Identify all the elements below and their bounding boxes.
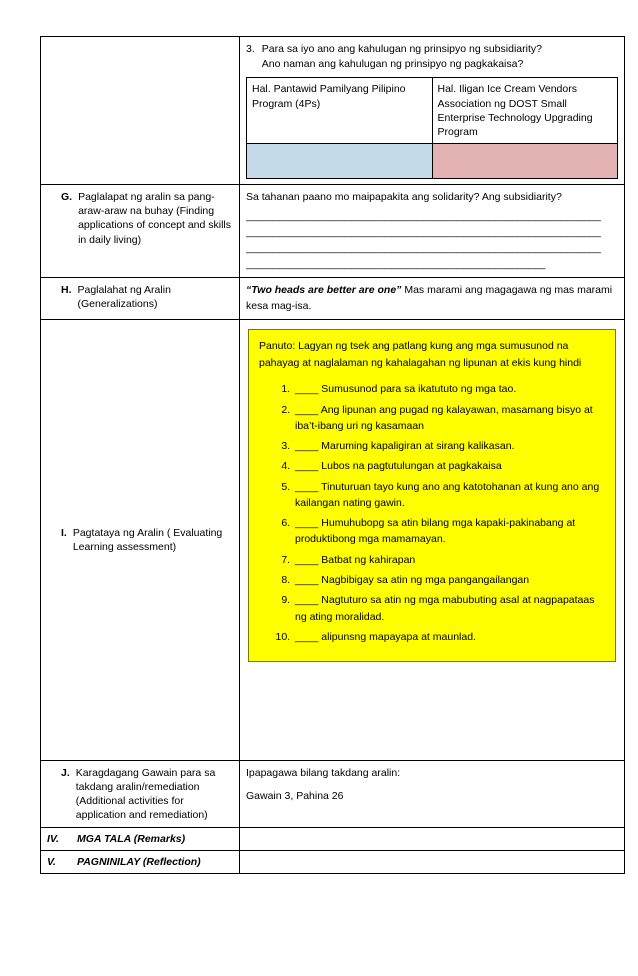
rule-line-2: ________________________________________________________________ <box>246 226 601 239</box>
row-iv-label-cell <box>41 828 240 851</box>
list-item: 9. ____ Nagtuturo sa atin ng mga mabubuting asal at nagpapataas ng ating moralidad. <box>293 592 605 625</box>
row-g-answer-lines <box>246 209 618 272</box>
table-row-j <box>41 760 625 828</box>
row-iv-body-cell <box>240 828 625 851</box>
question-line-2: Ano naman ang kahulugan ng prinsipyo ng pagkakaisa? <box>261 57 524 70</box>
row-g-label-cell <box>41 185 240 278</box>
rule-line-4: ______________________________________________________ <box>246 257 546 270</box>
list-item: 1. ____ Sumusunod para sa ikatututo ng mga tao. <box>293 381 605 397</box>
row-j-label: Karagdagang Gawain para sa takdang aralin/remediation (Additional activities for application and remediation) <box>75 766 216 822</box>
rule-line-3: ________________________________________________________________ <box>246 241 601 254</box>
table-row-v <box>41 851 625 874</box>
lesson-plan-table <box>40 36 625 874</box>
row-i-label: Pagtataya ng Aralin ( Evaluating Learning assessment) <box>72 526 223 553</box>
list-item: 10. ____ alipunsng mapayapa at maunlad. <box>293 629 605 645</box>
list-item: 3. ____ Maruming kapaligiran at sirang kalikasan. <box>293 438 605 454</box>
examples-table <box>246 77 618 179</box>
row-h-rest: Mas marami ang magagawa ng mas marami kesa mag-isa. <box>246 284 613 312</box>
row-i-body-cell <box>240 319 625 760</box>
row-iv-label: MGA TALA (Remarks) <box>77 833 186 846</box>
list-item: 4. ____ Lubos na pagtutulungan at pagkakaisa <box>293 458 605 474</box>
example-right-text: Hal. Iligan Ice Cream Vendors Association ng DOST Small Enterprise Technology Upgrading Program <box>432 78 618 144</box>
row-i-label-cell <box>41 319 240 760</box>
row-j-body-cell <box>240 760 625 828</box>
list-item: 5. ____ Tinuturuan tayo kung ano ang katotohanan at kung ano ang kailangan nating gawin. <box>293 479 605 512</box>
row-i-letter: I. <box>61 526 67 539</box>
row-h-quote: “Two heads are better are one” <box>246 284 402 297</box>
row-g-body-cell <box>240 185 625 278</box>
list-item: 7. ____ Batbat ng kahirapan <box>293 552 605 568</box>
assessment-box <box>248 329 616 662</box>
list-item: 8. ____ Nagbibigay sa atin ng mga pangangailangan <box>293 572 605 588</box>
example-left-text: Hal. Pantawid Pamilyang Pilipino Program (4Ps) <box>247 78 433 144</box>
question-number: 3. <box>246 43 255 55</box>
row-g-letter: G. <box>61 191 73 204</box>
swatch-blue <box>247 144 433 179</box>
examples-swatch-row <box>247 144 618 179</box>
row-v-label: PAGNINILAY (Reflection) <box>77 856 201 869</box>
question-body-cell <box>240 37 625 185</box>
row-h-label-cell <box>41 278 240 319</box>
table-row-iv <box>41 828 625 851</box>
list-item: 6. ____ Humuhubopg sa atin bilang mga kapaki-pakinabang at produktibong mga mamamayan. <box>293 515 605 548</box>
row-j-letter: J. <box>61 766 70 779</box>
assessment-item-list <box>259 381 605 645</box>
row-j-label-cell <box>41 760 240 828</box>
row-h-generalization <box>246 283 618 313</box>
row-j-gap <box>246 781 618 789</box>
question-line-1: Para sa iyo ano ang kahulugan ng prinsipyo ng subsidiarity? <box>261 43 542 55</box>
table-row-g <box>41 185 625 278</box>
row-j-line-1: Ipapagawa bilang takdang aralin: <box>246 766 401 779</box>
row-v-body-cell <box>240 851 625 874</box>
list-item: 2. ____ Ang lipunan ang pugad ng kalayawan, masamang bisyo at iba’t-ibang uri ng kasamaan <box>293 402 605 435</box>
row-h-label: Paglalahat ng Aralin (Generalizations) <box>77 284 171 311</box>
row-v-label-cell <box>41 851 240 874</box>
swatch-pink <box>432 144 618 179</box>
row-iv-number: IV. <box>47 833 59 846</box>
question-label-cell <box>41 37 240 185</box>
table-row-i <box>41 319 625 760</box>
table-row-question <box>41 37 625 185</box>
row-v-number: V. <box>47 856 56 869</box>
row-j-line-2: Gawain 3, Pahina 26 <box>246 789 344 802</box>
examples-header-row <box>247 78 618 144</box>
question-text <box>246 42 618 71</box>
assessment-instruction: Panuto: Lagyan ng tsek ang patlang kung ang mga sumusunod na pahayag at naglalaman ng kahalagahan ng lipunan at ekis kung hindi <box>259 339 582 370</box>
row-h-letter: H. <box>61 284 72 297</box>
table-row-h <box>41 278 625 319</box>
row-h-body-cell <box>240 278 625 319</box>
rule-line-1: ________________________________________________________________ <box>246 210 601 223</box>
lesson-plan-page <box>40 36 613 874</box>
assessment-spacer <box>246 668 618 682</box>
row-g-label: Paglalapat ng aralin sa pang-araw-araw na buhay (Finding applications of concept and skills in daily living) <box>78 191 232 246</box>
row-g-prompt: Sa tahanan paano mo maipapakita ang solidarity? Ang subsidiarity? <box>246 191 562 204</box>
